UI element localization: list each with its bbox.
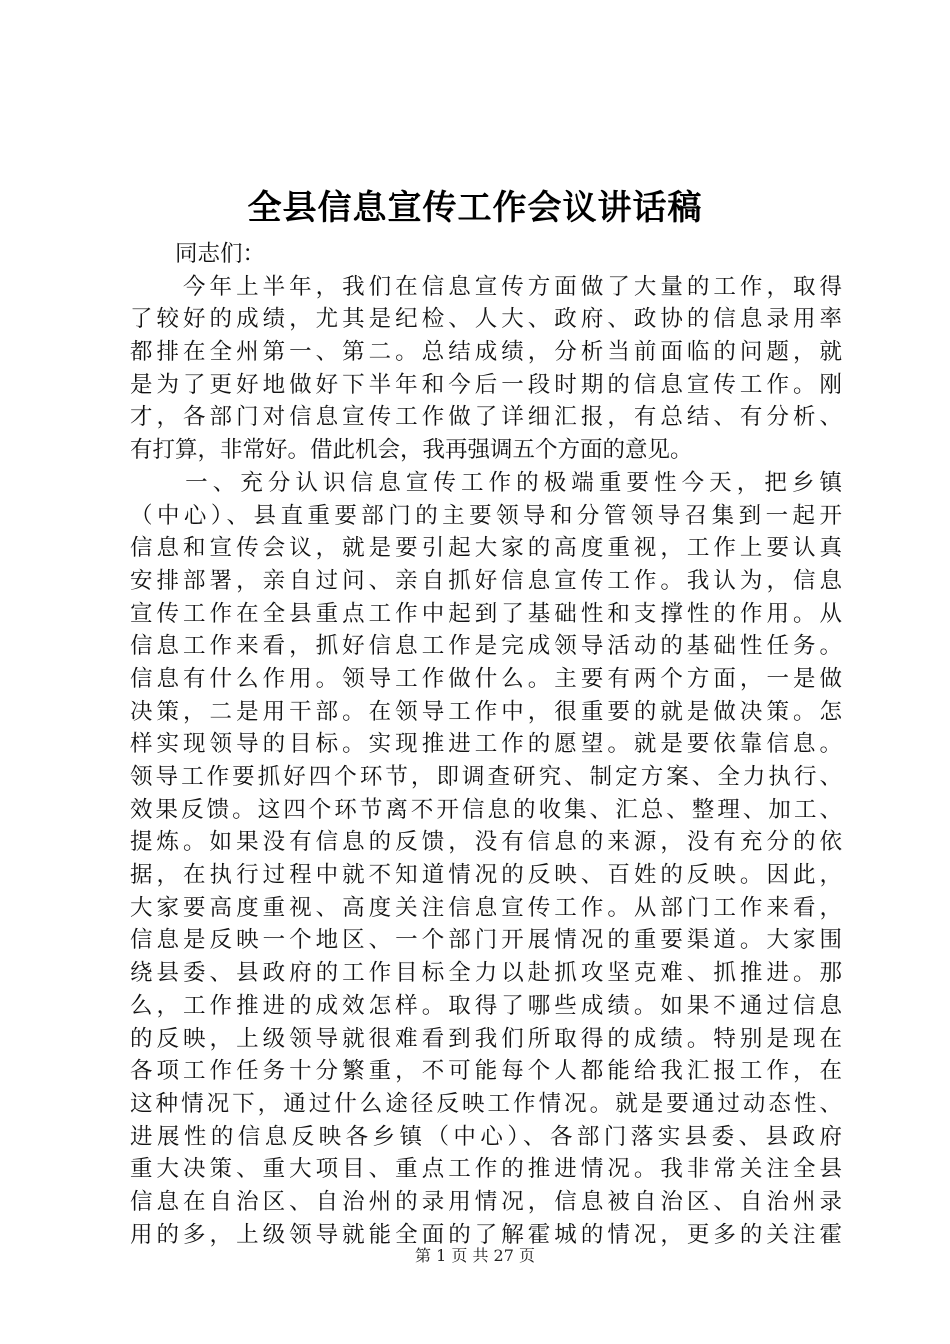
body-line: 领导工作要抓好四个环节，即调查研究、制定方案、全力执行、 xyxy=(130,764,842,790)
body-line: 据，在执行过程中就不知道情况的反映、百姓的反映。因此， xyxy=(130,862,842,889)
body-line: 安排部署，亲自过问、亲自抓好信息宣传工作。我认为，信息 xyxy=(130,567,842,594)
body-line: 都排在全州第一、第二。总结成绩，分析当前面临的问题，就 xyxy=(130,339,842,366)
body-line: 重大决策、重大项目、重点工作的推进情况。我非常关注全县 xyxy=(130,1156,842,1183)
body-line: 信息是反映一个地区、一个部门开展情况的重要渠道。大家围 xyxy=(130,927,842,954)
body-line: 了较好的成绩，尤其是纪检、人大、政府、政协的信息录用率 xyxy=(130,306,842,333)
body-line: 大家要高度重视、高度关注信息宣传工作。从部门工作来看， xyxy=(130,894,842,921)
body-line: 有打算，非常好。借此机会，我再强调五个方面的意见。 xyxy=(130,437,693,464)
body-line: 才，各部门对信息宣传工作做了详细汇报，有总结、有分析、 xyxy=(130,404,842,431)
body-line: 今年上半年，我们在信息宣传方面做了大量的工作，取得 xyxy=(130,273,842,300)
body-line: 提炼。如果没有信息的反馈，没有信息的来源，没有充分的依 xyxy=(130,829,842,856)
body-line: 的反映，上级领导就很难看到我们所取得的成绩。特别是现在 xyxy=(130,1025,842,1052)
body-line: （中心）、县直重要部门的主要领导和分管领导召集到一起开 xyxy=(130,502,842,529)
body-line: 样实现领导的目标。实现推进工作的愿望。就是要依靠信息。 xyxy=(130,731,842,758)
body-line: 信息在自治区、自治州的录用情况，信息被自治区、自治州录 xyxy=(130,1188,842,1215)
body-line: 信息有什么作用。领导工作做什么。主要有两个方面，一是做 xyxy=(130,665,842,692)
body-line: 这种情况下，通过什么途径反映工作情况。就是要通过动态性、 xyxy=(130,1090,842,1117)
document-body xyxy=(130,238,842,1251)
body-line: 各项工作任务十分繁重，不可能每个人都能给我汇报工作，在 xyxy=(130,1058,842,1085)
body-line: 宣传工作在全县重点工作中起到了基础性和支撑性的作用。从 xyxy=(130,600,842,627)
document-title: 全县信息宣传工作会议讲话稿 xyxy=(247,188,703,228)
body-line: 进展性的信息反映各乡镇（中心）、各部门落实县委、县政府 xyxy=(130,1123,842,1150)
body-line: 决策，二是用干部。在领导工作中，很重要的就是做决策。怎 xyxy=(130,698,842,725)
body-line: 同志们： xyxy=(130,241,266,267)
body-line: 么，工作推进的成效怎样。取得了哪些成绩。如果不通过信息 xyxy=(130,992,842,1019)
page-number-footer: 第 1 页 共 27 页 xyxy=(415,1246,535,1265)
body-line: 效果反馈。这四个环节离不开信息的收集、汇总、整理、加工、 xyxy=(130,796,842,823)
body-line: 一、充分认识信息宣传工作的极端重要性今天，把乡镇 xyxy=(130,469,842,496)
body-line: 是为了更好地做好下半年和今后一段时期的信息宣传工作。刚 xyxy=(130,371,842,398)
body-line: 绕县委、县政府的工作目标全力以赴抓攻坚克难、抓推进。那 xyxy=(130,960,842,987)
body-line: 信息工作来看，抓好信息工作是完成领导活动的基础性任务。 xyxy=(130,633,842,660)
body-line: 信息和宣传会议，就是要引起大家的高度重视，工作上要认真 xyxy=(130,535,842,562)
body-line: 用的多，上级领导就能全面的了解霍城的情况，更多的关注霍 xyxy=(130,1221,842,1248)
